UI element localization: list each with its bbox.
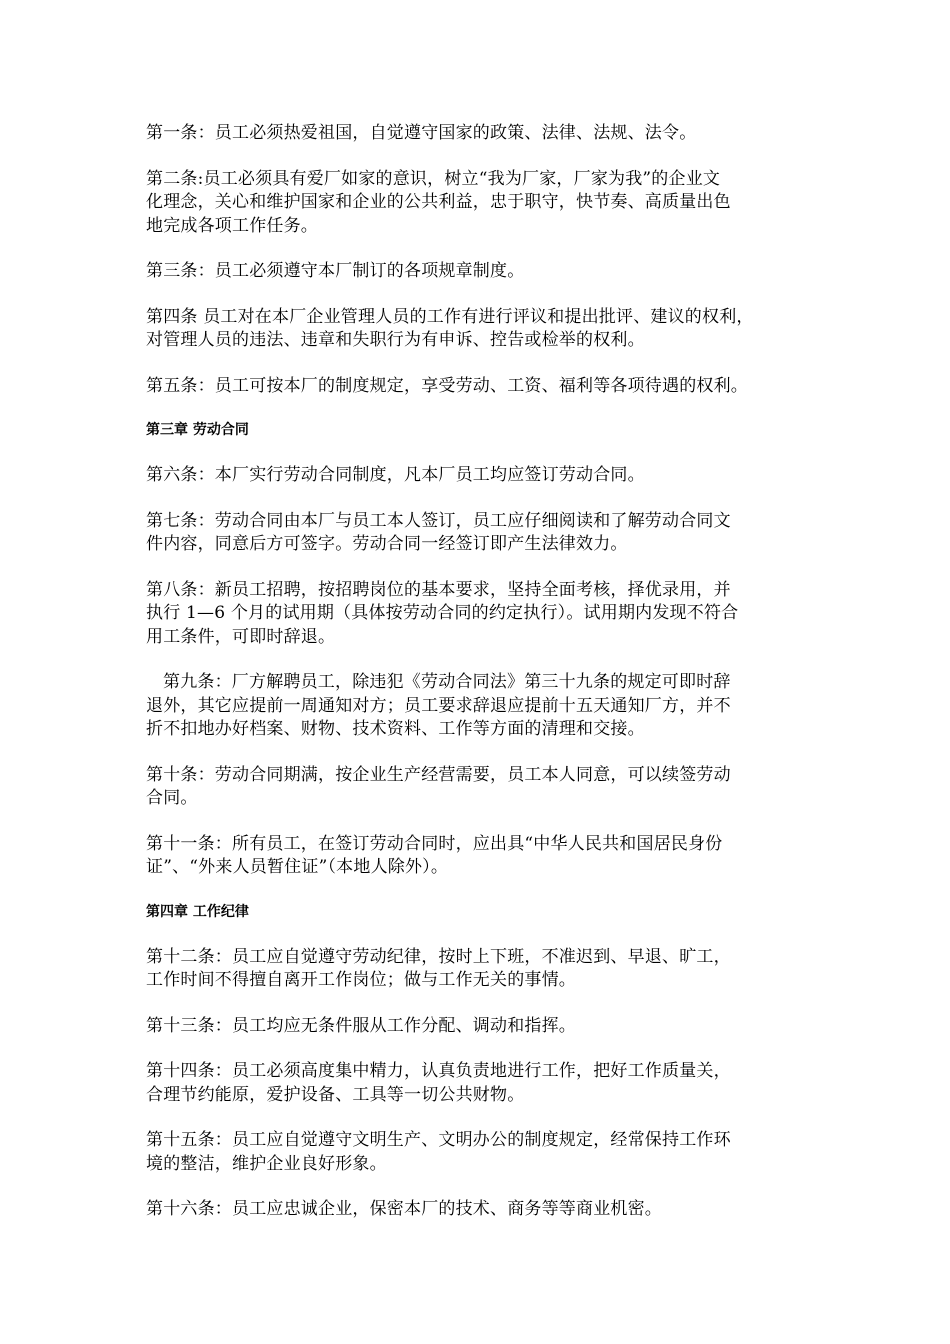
- article-13: 第十三条：员工均应无条件服从工作分配、调动和指挥。: [146, 1015, 576, 1036]
- article-2: 第二条:员工必须具有爱厂如家的意识，树立“我为厂家，厂家为我”的企业文 化理念，关心和维护国家和企业的公共利益，忠于职守，快节奏、高质量出色 地完成各项工作任务。: [146, 168, 731, 236]
- article-10: 第十条：劳动合同期满，按企业生产经营需要，员工本人同意，可以续签劳动 合同。: [146, 764, 731, 808]
- article-16: 第十六条：员工应忠诚企业，保密本厂的技术、商务等等商业机密。: [146, 1199, 662, 1219]
- article-8: 第八条：新员工招聘，按招聘岗位的基本要求，坚持全面考核，择优录用，并 执行 1—6 个月的试用期（具体按劳动合同的约定执行）。试用期内发现不符合 用工条件，可即时辞退。: [146, 579, 739, 647]
- article-1: 第一条：员工必须热爱祖国，自觉遵守国家的政策、法律、法规、法令。: [146, 123, 697, 143]
- article-12: 第十二条：员工应自觉遵守劳动纪律，按时上下班，不准迟到、早退、旷工， 工作时间不得擅自离开工作岗位；做与工作无关的事情。: [146, 946, 731, 990]
- article-3: 第三条：员工必须遵守本厂制订的各项规章制度。: [146, 261, 525, 281]
- article-11: 第十一条：所有员工，在签订劳动合同时，应出具“中华人民共和国居民身份 证”、“外来人员暂住证”（本地人除外）。: [146, 833, 723, 877]
- article-9: 第九条：厂方解聘员工，除违犯《劳动合同法》第三十九条的规定可即时辞 退外，其它应提前一周通知对方；员工要求辞退应提前十五天通知厂方，并不 折不扣地办好档案、财物、技术资料、工作等方面的清理和交接。: [146, 672, 731, 739]
- chapter-4-heading: 第四章 工作纪律: [146, 903, 249, 920]
- article-4: 第四条 员工对在本厂企业管理人员的工作有进行评议和提出批评、建议的权利， 对管理人员的违法、违章和失职行为有申诉、控告或检举的权利。: [146, 306, 754, 350]
- article-14: 第十四条：员工必须高度集中精力，认真负责地进行工作，把好工作质量关， 合理节约能原，爱护设备、工具等一切公共财物。: [146, 1061, 731, 1105]
- article-7: 第七条：劳动合同由本厂与员工本人签订，员工应仔细阅读和了解劳动合同文 件内容，同意后方可签字。劳动合同一经签订即产生法律效力。: [146, 510, 731, 554]
- article-5: 第五条：员工可按本厂的制度规定，享受劳动、工资、福利等各项待遇的权利。: [146, 375, 748, 396]
- chapter-3-heading: 第三章 劳动合同: [146, 422, 249, 438]
- article-15: 第十五条：员工应自觉遵守文明生产、文明办公的制度规定，经常保持工作环 境的整洁，维护企业良好形象。: [146, 1130, 731, 1174]
- document-body: [146, 122, 816, 1244]
- article-6: 第六条：本厂实行劳动合同制度，凡本厂员工均应签订劳动合同。: [146, 465, 645, 485]
